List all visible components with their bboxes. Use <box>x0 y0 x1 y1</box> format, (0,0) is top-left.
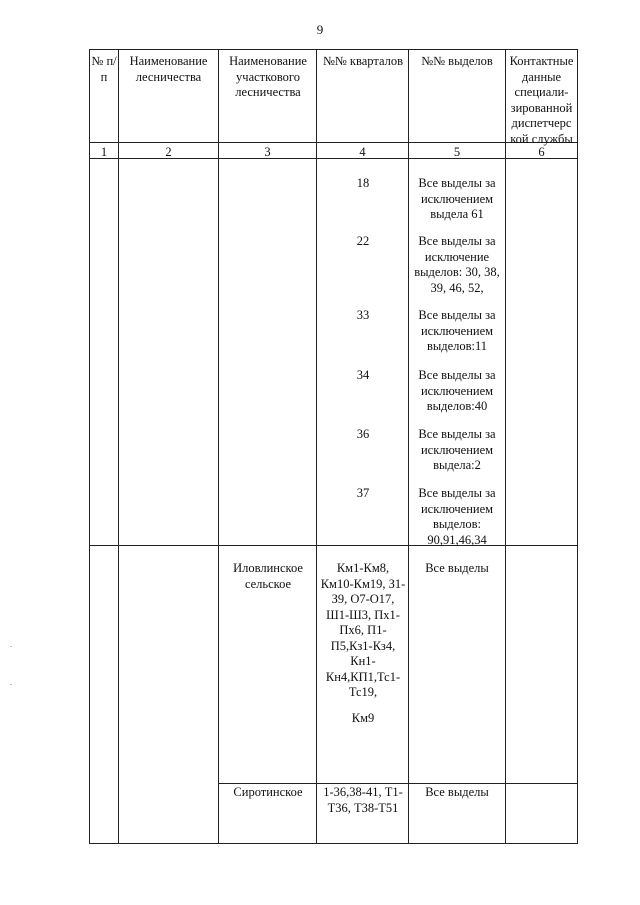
quarters-list-extra: Км9 <box>351 711 375 725</box>
column-number-1: 1 <box>100 145 108 159</box>
quarter-number: 37 <box>356 486 370 500</box>
margin-speck: . <box>10 640 12 649</box>
column-number-6: 6 <box>538 145 545 159</box>
column-number-3: 3 <box>264 145 271 159</box>
quarter-number: 18 <box>356 176 370 190</box>
district-divider <box>218 783 578 784</box>
sections-description: Все выделы за исключением выделов: 90,91,46,34 <box>418 486 496 547</box>
district-forestry-name: Иловлинское сельское <box>233 561 303 591</box>
quarter-number: 34 <box>356 368 370 382</box>
header-quarters: №№ кварталов <box>322 54 404 68</box>
header-contact-service: Контактные данные специали-зированной диспетчерс кой службы <box>509 54 574 146</box>
header-sections: №№ выделов <box>421 54 493 68</box>
col-divider-2 <box>218 49 219 844</box>
sections-description: Все выделы за исключением выдела:2 <box>418 427 496 472</box>
sections-description: Все выделы <box>425 561 489 575</box>
sections-description: Все выделы за исключением выделов:11 <box>418 308 496 353</box>
table-left-border <box>89 49 90 844</box>
sections-description: Все выделы за исключением выделов:40 <box>418 368 496 413</box>
quarter-number: 33 <box>356 308 370 322</box>
col-divider-3 <box>316 49 317 844</box>
header-forestry: Наименование лесничества <box>129 54 208 84</box>
margin-speck: . <box>10 678 12 687</box>
col-divider-4 <box>408 49 409 844</box>
column-number-4: 4 <box>359 145 366 159</box>
page-number: 9 <box>316 22 324 37</box>
quarters-list: Км1-Км8, Км10-Км19, З1-З9, О7-О17, Ш1-Ш3, Пх1-Пх6, П1-П5,Кз1-Кз4, Кн1-Кн4,КП1,Тс1-Тс19, <box>320 561 406 699</box>
column-number-5: 5 <box>453 145 461 159</box>
header-district-forestry: Наименование участкового лесничества <box>229 54 307 99</box>
col-divider-5 <box>505 49 506 844</box>
column-number-2: 2 <box>165 145 172 159</box>
district-forestry-name: Сиротинское <box>233 785 303 799</box>
sections-description: Все выделы <box>425 785 489 799</box>
quarters-list: 1-36,38-41, Т1- Т36, Т38-Т51 <box>323 785 403 815</box>
sections-description: Все выделы за исключение выделов: 30, 38, 39, 46, 52, <box>414 234 500 295</box>
quarter-number: 22 <box>356 234 370 248</box>
quarter-number: 36 <box>356 427 370 441</box>
table-right-border <box>577 49 578 844</box>
col-divider-1 <box>118 49 119 844</box>
sections-description: Все выделы за исключением выдела 61 <box>418 176 496 221</box>
header-row-number: № п/п <box>91 54 117 84</box>
